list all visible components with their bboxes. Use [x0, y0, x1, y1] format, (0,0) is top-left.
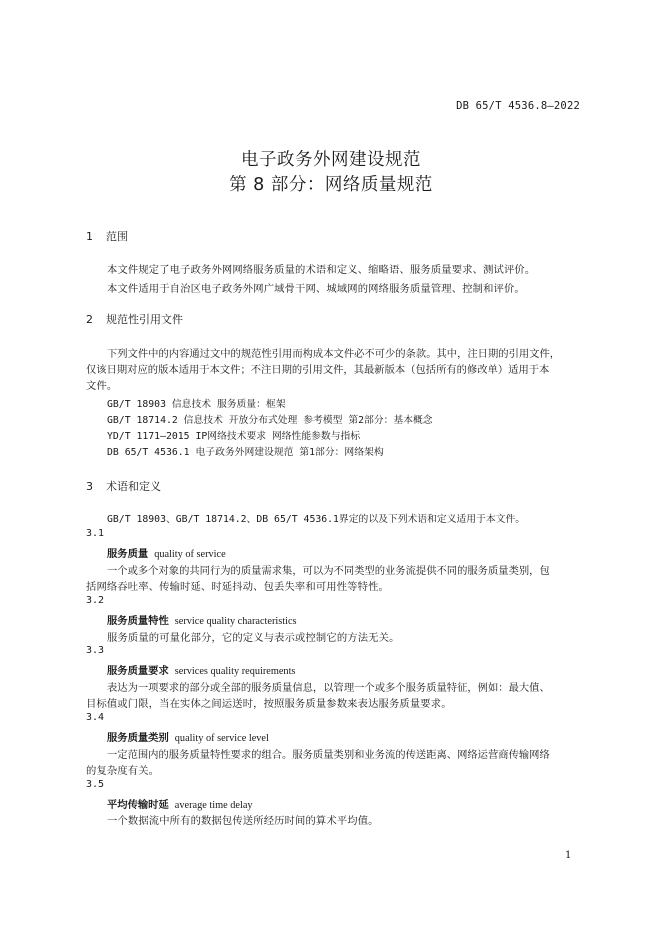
clause-number: 3.2 — [86, 595, 105, 606]
term-heading — [107, 545, 226, 560]
term-definition-line: 服务质量的可量化部分，它的定义与表示或控制它的方法无关。 — [107, 632, 400, 644]
term-en: services quality requirements — [174, 666, 296, 677]
term-zh: 服务质量类别 — [107, 732, 169, 744]
document-title: 电子政务外网建设规范 — [241, 150, 421, 170]
term-definition-line: 括网络吞吐率、传输时延、时延抖动、包丢失率和可用性等特性。 — [86, 581, 389, 593]
section-1-paragraph: 本文件适用于自治区电子政务外网广域骨干网、城域网的网络服务质量管理、控制和评价。 — [107, 283, 525, 295]
standard-code: DB 65/T 4536.8—2022 — [456, 100, 580, 112]
section-3-title: 术语和定义 — [106, 480, 161, 493]
section-1-title: 范围 — [106, 230, 128, 243]
term-heading — [107, 662, 295, 677]
clause-number: 3.4 — [86, 712, 105, 723]
clause-number: 3.3 — [86, 645, 105, 656]
reference-item: GB/T 18714.2 信息技术 开放分布式处理 参考模型 第2部分：基本概念 — [107, 415, 433, 426]
clause-number: 3.1 — [86, 528, 105, 539]
term-en: service quality characteristics — [174, 616, 297, 627]
section-3-number: 3 — [86, 480, 93, 493]
term-en: average time delay — [174, 800, 253, 811]
page-number: 1 — [565, 850, 572, 861]
term-definition-line: 一个数据流中所有的数据包传送所经历时间的算术平均值。 — [107, 815, 379, 827]
term-heading — [107, 796, 253, 811]
term-definition-line: 的复杂度有关。 — [86, 765, 160, 777]
term-definition-line: 目标值或门限，当在实体之间运送时，按照服务质量参数来表达服务质量要求。 — [86, 698, 452, 710]
section-1-number: 1 — [86, 230, 93, 243]
term-en: quality of service — [154, 549, 226, 560]
reference-item: GB/T 18903 信息技术 服务质量：框架 — [107, 399, 286, 410]
section-2-title: 规范性引用文件 — [106, 313, 183, 326]
term-heading — [107, 612, 297, 627]
term-zh: 服务质量 — [107, 548, 149, 560]
section-1-paragraph: 本文件规定了电子政务外网网络服务质量的术语和定义、缩略语、服务质量要求、测试评价。 — [107, 264, 536, 276]
term-zh: 平均传输时延 — [107, 799, 169, 811]
term-definition-line: 表达为一项要求的部分或全部的服务质量信息，以管理一个或多个服务质量特征，例如：最大值、 — [107, 682, 550, 694]
section-2-number: 2 — [86, 313, 93, 326]
section-2-intro-line: 下列文件中的内容通过文中的规范性引用而构成本文件必不可少的条款。其中，注日期的引用文件， — [107, 348, 561, 360]
term-definition-line: 一个或多个对象的共同行为的质量需求集，可以为不同类型的业务流提供不同的服务质量类别，包 — [107, 565, 550, 577]
clause-number: 3.5 — [86, 779, 105, 790]
term-zh: 服务质量要求 — [107, 665, 169, 677]
section-3-heading — [86, 478, 161, 494]
section-3-intro: GB/T 18903、GB/T 18714.2、DB 65/T 4536.1界定的以及下列术语和定义适用于本文件。 — [107, 514, 526, 525]
term-heading — [107, 729, 269, 744]
section-1-heading — [86, 228, 128, 244]
section-2-intro-line: 文件。 — [86, 380, 118, 392]
reference-item: DB 65/T 4536.1 电子政务外网建设规范 第1部分：网络架构 — [107, 447, 384, 458]
section-2-intro-line: 仅该日期对应的版本适用于本文件；不注日期的引用文件，其最新版本（包括所有的修改单）适用于本 — [86, 364, 550, 376]
section-2-heading — [86, 311, 183, 327]
reference-item: YD/T 1171—2015 IP网络技术要求 网络性能参数与指标 — [107, 431, 361, 442]
term-en: quality of service level — [174, 733, 269, 744]
document-subtitle: 第 8 部分：网络质量规范 — [229, 175, 433, 195]
term-definition-line: 一定范围内的服务质量特性要求的组合。服务质量类别和业务流的传送距离、网络运营商传输网络 — [107, 749, 550, 761]
term-zh: 服务质量特性 — [107, 615, 169, 627]
